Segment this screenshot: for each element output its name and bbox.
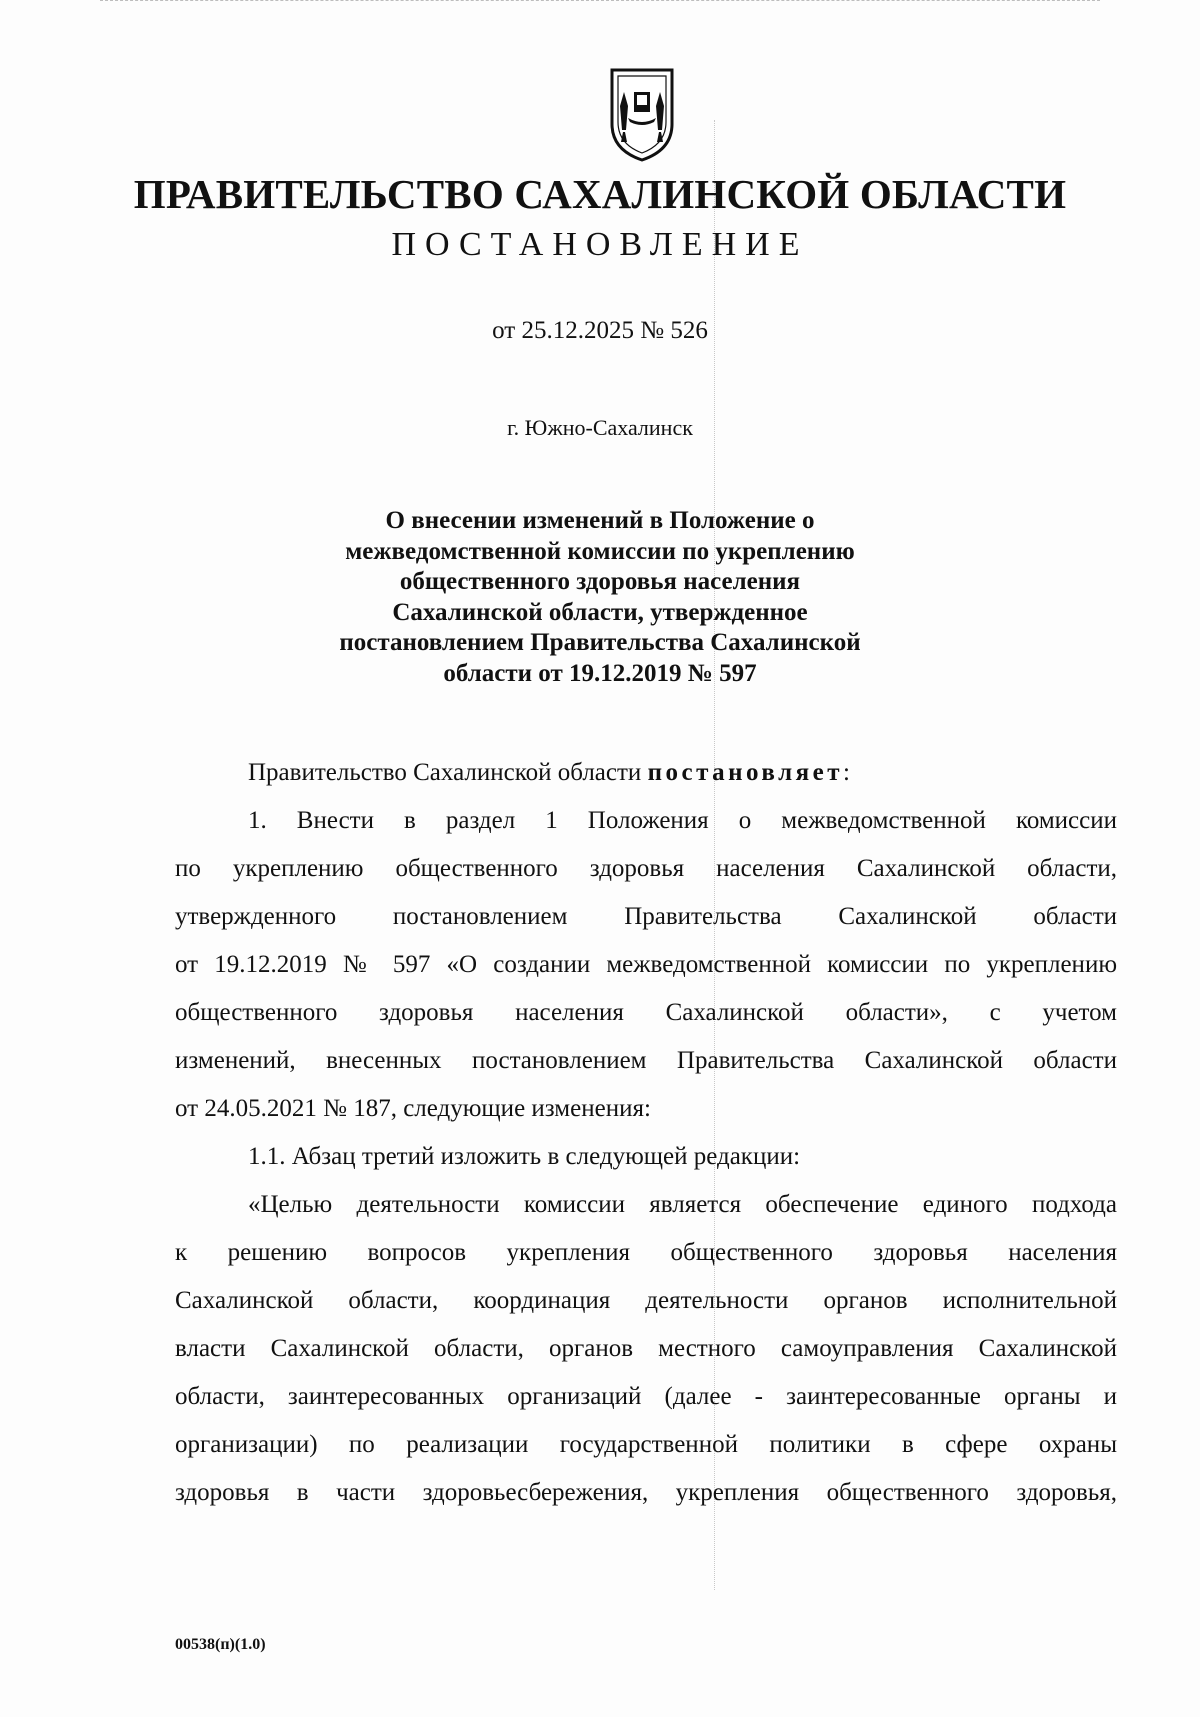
document-body	[175, 749, 1117, 1517]
government-title: ПРАВИТЕЛЬСТВО САХАЛИНСКОЙ ОБЛАСТИ	[133, 171, 1067, 217]
body-line: к решению вопросов укрепления общественного здоровья населения	[175, 1239, 1117, 1266]
document-city: г. Южно-Сахалинск	[507, 415, 693, 440]
body-line: изменений, внесенных постановлением Правительства Сахалинской области	[175, 1047, 1117, 1074]
subject-line: О внесении изменений в Положение о	[385, 507, 815, 534]
body-line: власти Сахалинской области, органов местного самоуправления Сахалинской	[175, 1335, 1117, 1362]
body-line: утвержденного постановлением Правительства Сахалинской области	[175, 903, 1117, 930]
page-edge	[100, 0, 1100, 1]
body-line: 1.1. Абзац третий изложить в следующей редакции:	[248, 1143, 801, 1170]
document-type-title: ПОСТАНОВЛЕНИЕ	[391, 226, 809, 263]
document-subject	[300, 506, 900, 689]
body-line: 1. Внести в раздел 1 Положения о межведомственной комиссии	[248, 807, 1117, 834]
subject-line: Сахалинской области, утвержденное	[392, 598, 808, 626]
body-line: по укреплению общественного здоровья населения Сахалинской области,	[175, 855, 1117, 882]
coat-of-arms-emblem	[606, 66, 678, 162]
body-line: здоровья в части здоровьесбережения, укрепления общественного здоровья,	[175, 1479, 1117, 1506]
subject-line: межведомственной комиссии по укреплению	[345, 537, 855, 565]
body-line: «Целью деятельности комиссии является обеспечение единого подхода	[248, 1191, 1117, 1218]
document-date-number: от 25.12.2025 № 526	[492, 317, 708, 344]
body-line: от 19.12.2019 № 597 «О создании межведомственной комиссии по укреплению	[175, 951, 1117, 978]
intro-keyword: постановляет	[647, 759, 844, 786]
form-code: 00538(п)(1.0)	[175, 1636, 266, 1653]
intro-suffix: :	[843, 759, 850, 786]
body-line: организации) по реализации государственной политики в сфере охраны	[175, 1431, 1117, 1458]
subject-line: общественного здоровья населения	[399, 568, 801, 595]
body-line: области, заинтересованных организаций (далее - заинтересованные органы и	[175, 1383, 1117, 1410]
subject-line: постановлением Правительства Сахалинской	[339, 629, 861, 656]
subject-line: области от 19.12.2019 № 597	[443, 659, 757, 687]
body-line: общественного здоровья населения Сахалинской области», с учетом	[175, 999, 1117, 1026]
intro-paragraph	[175, 749, 1117, 797]
body-line: от 24.05.2021 № 187, следующие изменения:	[175, 1095, 651, 1122]
body-line: Сахалинской области, координация деятельности органов исполнительной	[175, 1287, 1117, 1314]
intro-prefix: Правительство Сахалинской области	[248, 759, 648, 786]
